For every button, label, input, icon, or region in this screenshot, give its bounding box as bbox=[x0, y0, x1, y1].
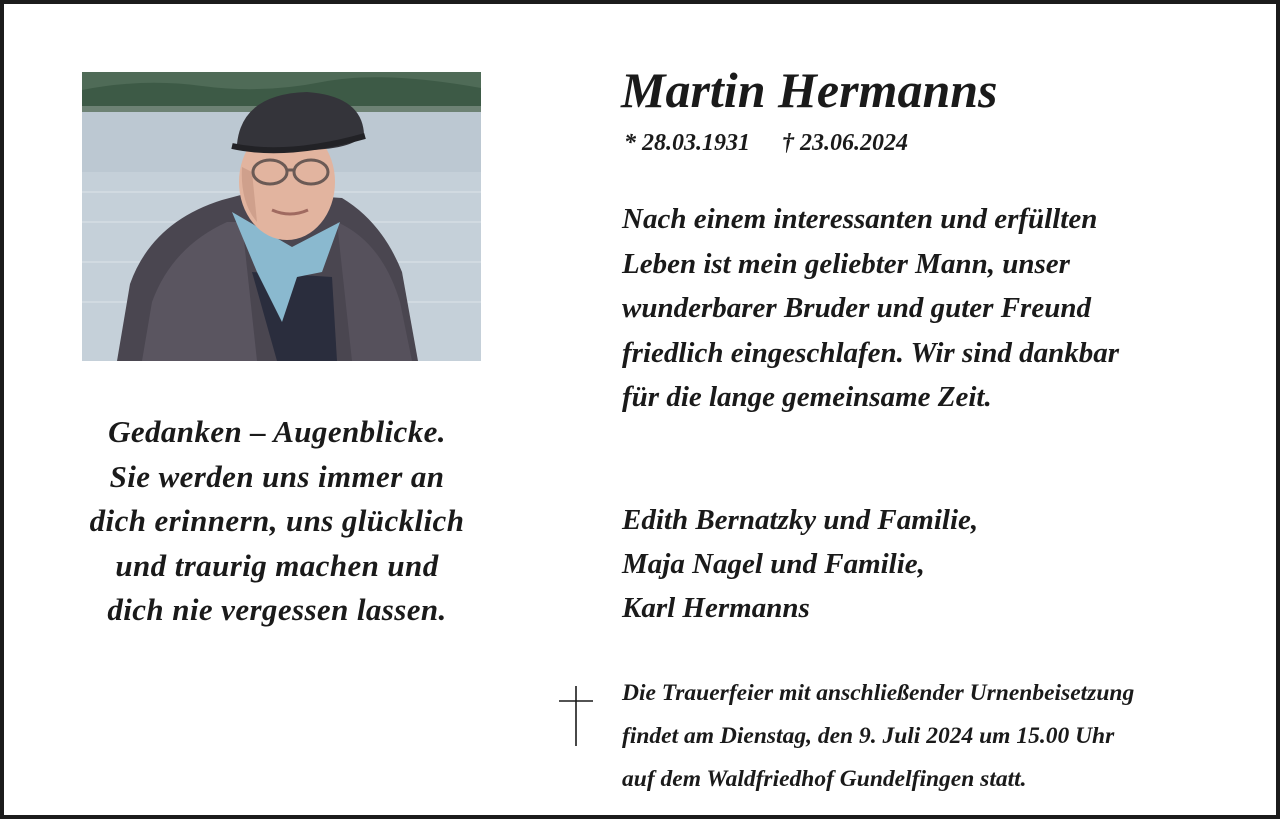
mourner: Maja Nagel und Familie, bbox=[622, 548, 925, 580]
mourner: Edith Bernatzky und Familie, bbox=[622, 504, 979, 536]
service-line: auf dem Waldfriedhof Gundelfingen statt. bbox=[622, 766, 1027, 792]
latin-cross-icon bbox=[556, 684, 596, 748]
quote-line: dich nie vergessen lassen. bbox=[107, 592, 447, 627]
quote-line: Sie werden uns immer an bbox=[109, 458, 445, 494]
quote-line: Gedanken – Augenblicke. bbox=[108, 414, 446, 449]
quote-line: und traurig machen und bbox=[115, 547, 439, 583]
obituary-message bbox=[622, 197, 1262, 420]
message-line: Leben ist mein geliebter Mann, unser bbox=[622, 247, 1070, 280]
message-line: für die lange gemeinsame Zeit. bbox=[622, 381, 992, 413]
birth-date: * 28.03.1931 bbox=[624, 130, 750, 156]
message-line: friedlich eingeschlafen. Wir sind dankbar bbox=[622, 336, 1120, 369]
quote-line: dich erinnern, uns glücklich bbox=[89, 503, 465, 538]
memorial-quote bbox=[44, 410, 510, 633]
life-dates bbox=[624, 128, 908, 158]
mourner: Karl Hermanns bbox=[622, 592, 810, 624]
service-line: findet am Dienstag, den 9. Juli 2024 um 15.00 Uhr bbox=[622, 723, 1115, 749]
mourners-list bbox=[622, 498, 978, 630]
message-line: Nach einem interessanten und erfüllten bbox=[622, 203, 1098, 235]
funeral-service-info bbox=[622, 672, 1134, 801]
death-date: † 23.06.2024 bbox=[782, 130, 908, 156]
portrait-photo-icon bbox=[82, 72, 481, 361]
message-line: wunderbarer Bruder und guter Freund bbox=[622, 292, 1091, 324]
service-line: Die Trauerfeier mit anschließender Urnenbeisetzung bbox=[622, 680, 1135, 706]
deceased-name: Martin Hermanns bbox=[621, 62, 998, 118]
